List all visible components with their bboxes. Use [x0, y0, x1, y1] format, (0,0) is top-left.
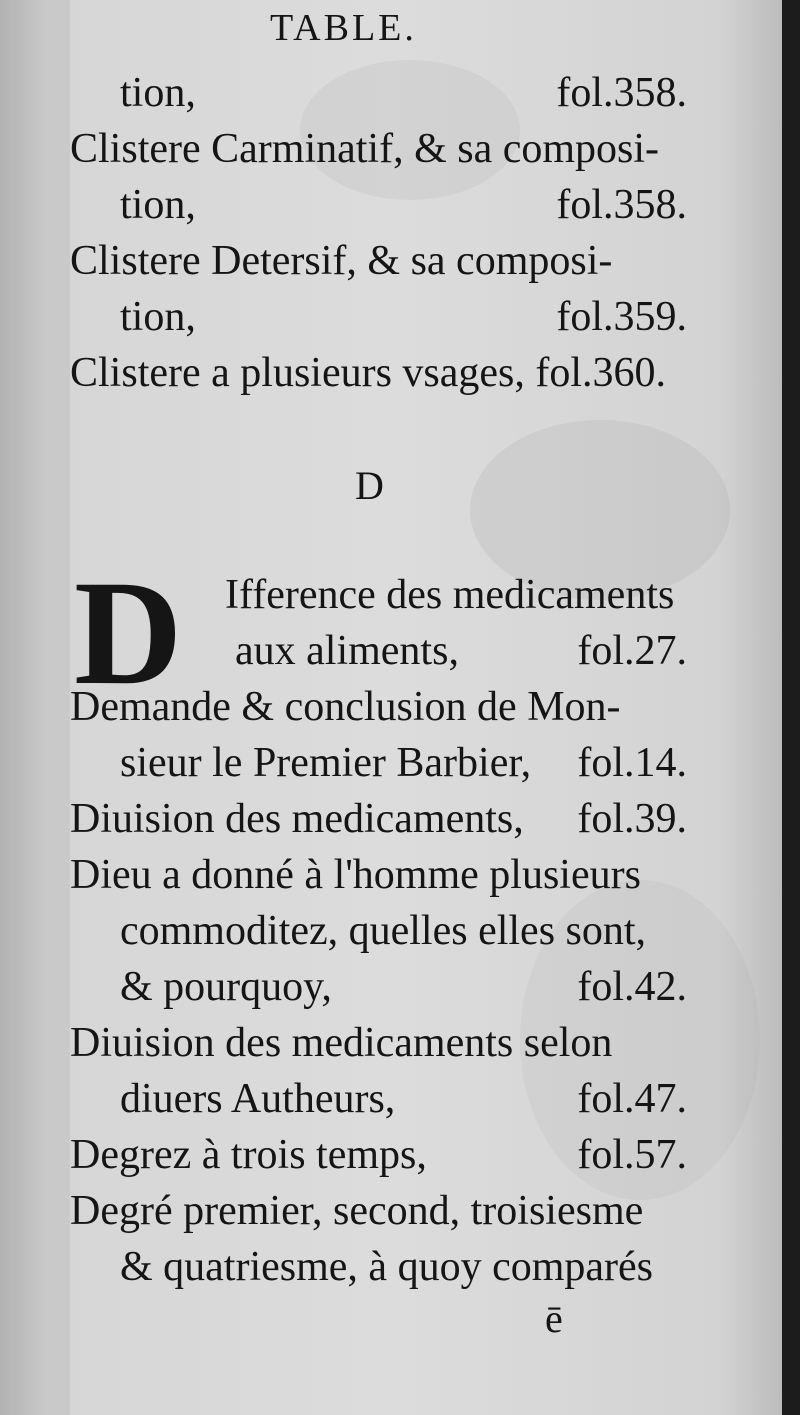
- folio-ref: fol.358.: [556, 70, 687, 116]
- entry-line: Clistere a plusieurs vsages, fol.360.: [70, 350, 667, 396]
- running-header: TABLE.: [270, 7, 417, 49]
- entry-line: Diuision des medicaments,: [70, 796, 524, 842]
- drop-cap: D: [74, 550, 183, 716]
- entry-line: Ifference des medicaments: [225, 572, 675, 618]
- folio-ref: fol.359.: [556, 294, 687, 340]
- entry-line: Degrez à trois temps,: [70, 1132, 427, 1178]
- entry-line: Clistere Carminatif, & sa composi-: [70, 126, 660, 172]
- entry-line: diuers Autheurs,: [120, 1076, 396, 1122]
- entry-line: tion,: [120, 70, 196, 116]
- catchword: ē: [545, 1296, 563, 1341]
- entry-line: & pourquoy,: [120, 964, 332, 1010]
- section-letter: D: [355, 463, 384, 508]
- folio-ref: fol.39.: [577, 796, 687, 842]
- entry-line: Demande & conclusion de Mon-: [70, 684, 621, 730]
- entry-line: Dieu a donné à l'homme plusieurs: [70, 852, 641, 898]
- folio-ref: fol.57.: [577, 1132, 687, 1178]
- entry-line: Degré premier, second, troisiesme: [70, 1188, 644, 1234]
- entry-line: & quatriesme, à quoy comparés: [120, 1244, 653, 1290]
- folio-ref: fol.47.: [577, 1076, 687, 1122]
- folio-ref: fol.42.: [577, 964, 687, 1010]
- entry-line: Clistere Detersif, & sa composi-: [70, 238, 613, 284]
- folio-ref: fol.27.: [577, 628, 687, 674]
- entry-line: aux aliments,: [235, 628, 459, 674]
- paper-shadow: [0, 0, 70, 1415]
- entry-line: Diuision des medicaments selon: [70, 1020, 613, 1066]
- entry-line: sieur le Premier Barbier,: [120, 740, 532, 786]
- entry-line: tion,: [120, 294, 196, 340]
- entry-line: tion,: [120, 182, 196, 228]
- folio-ref: fol.358.: [556, 182, 687, 228]
- folio-ref: fol.14.: [577, 740, 687, 786]
- entry-line: commoditez, quelles elles sont,: [120, 908, 647, 954]
